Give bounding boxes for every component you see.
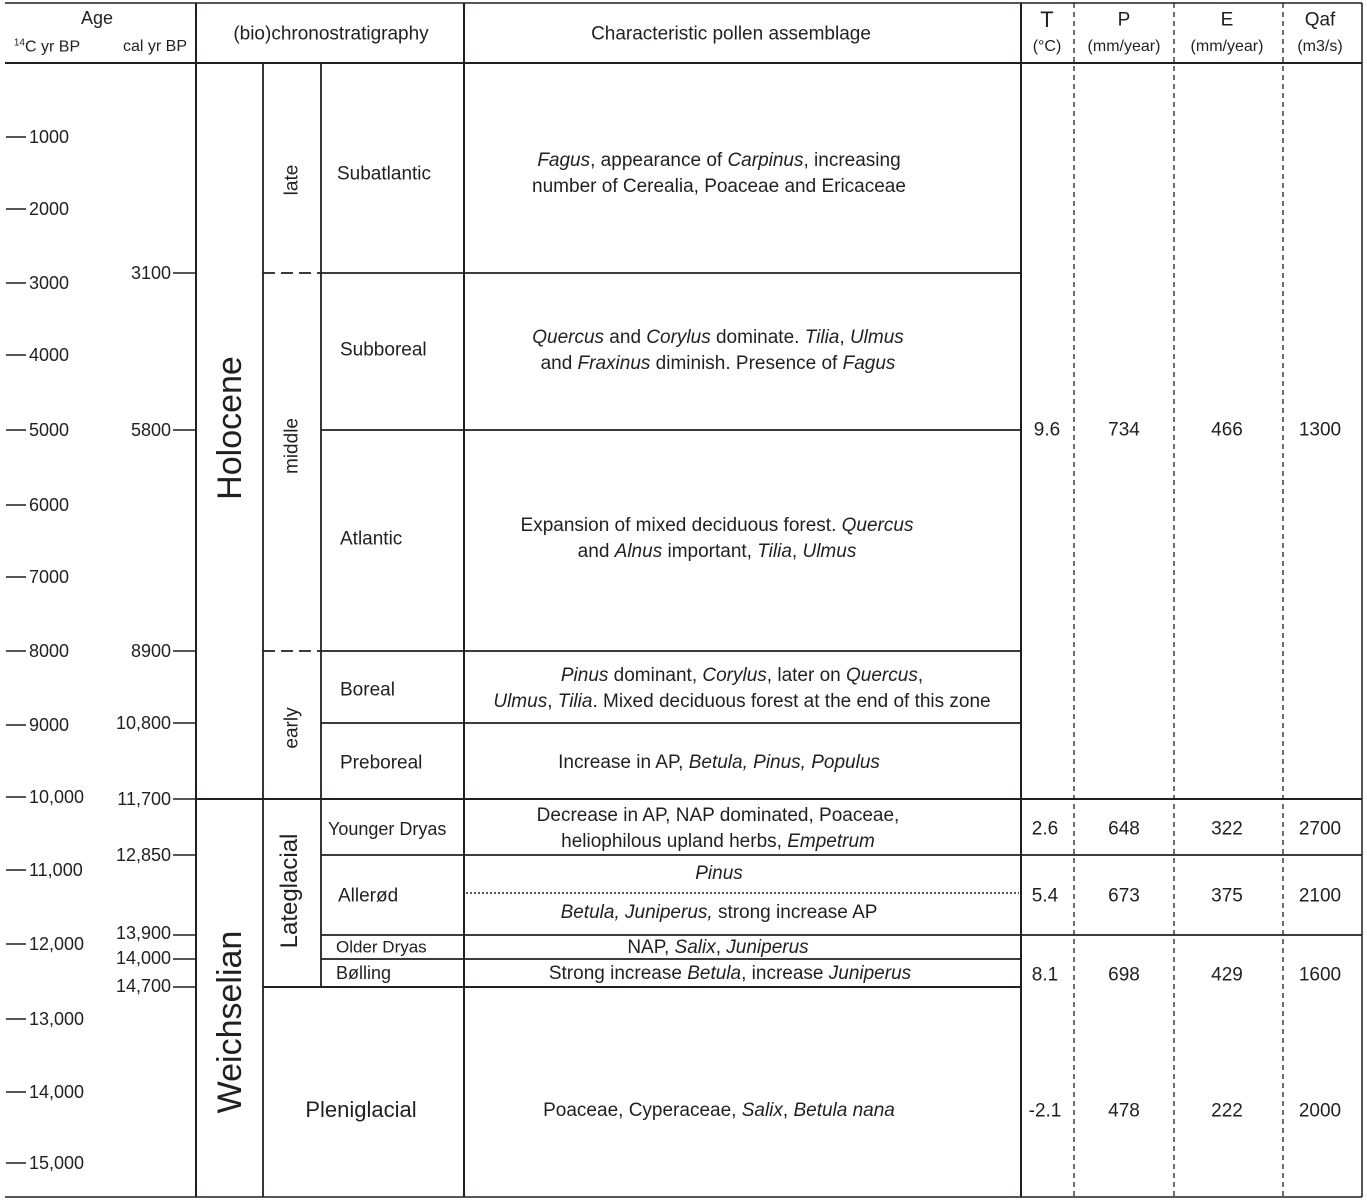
pollen-text: dominant, (608, 665, 703, 686)
c14-superscript: 14 (13, 37, 25, 49)
allerod-p-value: 673 (1108, 885, 1140, 907)
pollen-preboreal (558, 750, 880, 776)
bolling-qaf-value: 1600 (1298, 964, 1342, 986)
c14-tick-label: 11,000 (29, 860, 83, 880)
pollen-line (561, 900, 878, 926)
c14-tick-label: 15,000 (29, 1153, 85, 1173)
taxon-name: Corylus (646, 327, 711, 348)
c14-tick-label: 8000 (29, 641, 70, 661)
subdivision-early: early (281, 707, 303, 749)
pollen-line (521, 513, 914, 539)
taxon-name: Fraxinus (577, 353, 651, 374)
pollen-atlantic (521, 513, 914, 565)
subdivision-lateglacial: Lateglacial (276, 833, 303, 949)
taxon-name: Tilia (757, 541, 792, 562)
younger-dryas-p-value: 648 (1108, 818, 1140, 840)
taxon-name: Betula, Pinus, Populus (688, 752, 880, 773)
taxon-name: Alnus (614, 541, 663, 562)
pollen-subatlantic (532, 148, 906, 200)
taxon-name: Fagus (537, 150, 591, 171)
taxon-name: Quercus (532, 327, 605, 348)
c14-tick-label: 1000 (29, 127, 70, 147)
subdivision-late: late (281, 164, 303, 196)
taxon-name: Betula, Juniperus, (560, 902, 713, 923)
pollen-text: , (839, 327, 850, 348)
pleniglacial-t-value: -2.1 (1028, 1100, 1062, 1122)
pollen-line (543, 1098, 895, 1124)
pollen-text: Decrease in AP, NAP dominated, Poaceae, (536, 805, 900, 826)
epoch-holocene: Holocene (211, 356, 249, 500)
bolling-p-value: 698 (1108, 964, 1140, 986)
zone-subboreal: Subboreal (340, 339, 427, 361)
pollen-text: important, (662, 541, 758, 562)
pollen-line (493, 663, 990, 689)
bolling-t-value: 8.1 (1031, 964, 1059, 986)
pollen-text: number of Cerealia, Poaceae and Ericaceae (532, 176, 906, 197)
pollen-line (493, 689, 990, 715)
cal-tick-label: 13,900 (115, 923, 171, 943)
pleniglacial-qaf-value: 2000 (1298, 1100, 1342, 1122)
younger-dryas-t-value: 2.6 (1031, 818, 1059, 840)
qaf-header: Qaf (1304, 9, 1336, 31)
taxon-name: Carpinus (727, 150, 804, 171)
pollen-line (537, 803, 900, 829)
taxon-name: Betula nana (793, 1100, 895, 1121)
pollen-line (695, 861, 743, 887)
pollen-text: . Mixed deciduous forest at the end of this zone (592, 691, 991, 712)
taxon-name: Pinus (695, 863, 743, 884)
zone-pleniglacial: Pleniglacial (305, 1097, 417, 1122)
c14-tick-label: 4000 (29, 345, 70, 365)
zone-bolling: Bølling (336, 963, 392, 983)
cal-tick-label: 3100 (130, 263, 171, 283)
cal-tick-label: 11,700 (117, 789, 171, 809)
pollen-text: , appearance of (590, 150, 728, 171)
c14-unit: C yr BP (25, 38, 81, 56)
pollen-text: Poaceae, Cyperaceae, (543, 1100, 742, 1121)
pollen-text: strong increase AP (712, 902, 878, 923)
c14-tick-label: 3000 (29, 273, 70, 293)
pollen-older-dryas (627, 935, 808, 961)
taxon-name: Tilia (557, 691, 593, 712)
taxon-name: Betula (687, 963, 742, 984)
pollen-text: , (715, 937, 727, 958)
c14-axis-label (14, 39, 80, 56)
pollen-text: , (917, 665, 924, 686)
pollen-subboreal (532, 325, 904, 377)
p-header: P (1117, 9, 1131, 31)
pollen-text: dominate. (710, 327, 805, 348)
pollen-allerod-lower (561, 900, 878, 926)
pollen-allerod-upper (695, 861, 743, 887)
pleniglacial-e-value: 222 (1211, 1100, 1243, 1122)
zone-subatlantic: Subatlantic (337, 163, 432, 185)
c14-tick-label: 14,000 (29, 1082, 85, 1102)
taxon-name: Quercus (841, 515, 914, 536)
taxon-name: Fagus (842, 353, 896, 374)
taxon-name: Quercus (846, 665, 918, 686)
c14-tick-label: 13,000 (29, 1009, 85, 1029)
taxon-name: Ulmus (802, 541, 857, 562)
c14-tick-label: 2000 (29, 199, 70, 219)
cal-tick-label: 14,000 (115, 948, 171, 968)
pollen-text: , later on (766, 665, 847, 686)
zone-preboreal: Preboreal (340, 752, 423, 774)
zone-boreal: Boreal (340, 679, 395, 701)
holocene-t-value: 9.6 (1033, 419, 1061, 441)
pollen-line (532, 148, 906, 174)
cal-tick-label: 5800 (130, 420, 171, 440)
cal-tick-label: 14,700 (115, 976, 171, 996)
pleniglacial-p-value: 478 (1108, 1100, 1140, 1122)
pollen-line (537, 829, 900, 855)
e-header: E (1220, 9, 1234, 31)
c14-tick-label: 6000 (29, 495, 70, 515)
c14-tick-label: 9000 (29, 715, 70, 735)
c14-tick-label: 7000 (29, 567, 70, 587)
taxon-name: Salix (741, 1100, 783, 1121)
pollen-younger-dryas (537, 803, 900, 855)
cal-axis-label: cal yr BP (122, 38, 188, 55)
bolling-e-value: 429 (1211, 964, 1243, 986)
pollen-line (558, 750, 880, 776)
pollen-text: , increasing (803, 150, 901, 171)
taxon-name: Juniperus (726, 937, 809, 958)
zone-atlantic: Atlantic (340, 528, 403, 550)
allerod-qaf-value: 2100 (1298, 885, 1342, 907)
pollen-line (532, 325, 904, 351)
subdivision-middle: middle (281, 418, 303, 474)
pollen-line (549, 961, 911, 987)
cal-tick-label: 8900 (130, 641, 171, 661)
t-header: T (1040, 7, 1054, 32)
cal-tick-label: 12,850 (115, 845, 171, 865)
pollen-text: Increase in AP, (558, 752, 689, 773)
taxon-name: Salix (674, 937, 716, 958)
taxon-name: Tilia (804, 327, 840, 348)
taxon-name: Ulmus (493, 691, 548, 712)
pollen-pleniglacial (543, 1098, 895, 1124)
holocene-qaf-value: 1300 (1298, 419, 1342, 441)
pollen-text: and (604, 327, 647, 348)
age-header: Age (80, 8, 114, 28)
pollen-boreal (493, 663, 990, 715)
younger-dryas-qaf-value: 2700 (1298, 818, 1342, 840)
c14-tick-label: 10,000 (29, 787, 85, 807)
pollen-text: diminish. Presence of (650, 353, 843, 374)
pollen-header: Characteristic pollen assemblage (591, 23, 871, 45)
taxon-name: Corylus (702, 665, 767, 686)
qaf-unit: (m3/s) (1297, 38, 1343, 55)
chrono-header: (bio)chronostratigraphy (233, 23, 429, 45)
pollen-text: and (540, 353, 578, 374)
taxon-name: Empetrum (787, 831, 875, 852)
allerod-t-value: 5.4 (1031, 885, 1059, 907)
t-unit: (°C) (1032, 38, 1062, 55)
allerod-e-value: 375 (1211, 885, 1243, 907)
pollen-line (627, 935, 808, 961)
taxon-name: Pinus (560, 665, 609, 686)
pollen-text: Strong increase (548, 963, 688, 984)
pollen-text: and (577, 541, 615, 562)
pollen-line (532, 174, 906, 200)
holocene-p-value: 734 (1108, 419, 1140, 441)
younger-dryas-e-value: 322 (1211, 818, 1243, 840)
pollen-text: , (782, 1100, 794, 1121)
zone-older-dryas: Older Dryas (336, 937, 427, 957)
pollen-text: , (547, 691, 558, 712)
pollen-text: , (791, 541, 803, 562)
pollen-text: NAP, (627, 937, 675, 958)
taxon-name: Ulmus (849, 327, 904, 348)
pollen-text: Expansion of mixed deciduous forest. (520, 515, 842, 536)
pollen-bolling (549, 961, 911, 987)
pollen-text: heliophilous upland herbs, (561, 831, 788, 852)
zone-younger-dryas: Younger Dryas (328, 819, 447, 839)
cal-tick-label: 10,800 (115, 713, 171, 733)
c14-tick-label: 5000 (29, 420, 70, 440)
zone-allerod: Allerød (338, 885, 399, 907)
taxon-name: Juniperus (828, 963, 912, 984)
e-unit: (mm/year) (1190, 38, 1264, 55)
pollen-line (521, 539, 914, 565)
holocene-e-value: 466 (1211, 419, 1243, 441)
p-unit: (mm/year) (1087, 38, 1161, 55)
epoch-weichselian: Weichselian (211, 930, 249, 1114)
pollen-text: , increase (741, 963, 829, 984)
c14-tick-label: 12,000 (29, 934, 85, 954)
pollen-line (532, 351, 904, 377)
